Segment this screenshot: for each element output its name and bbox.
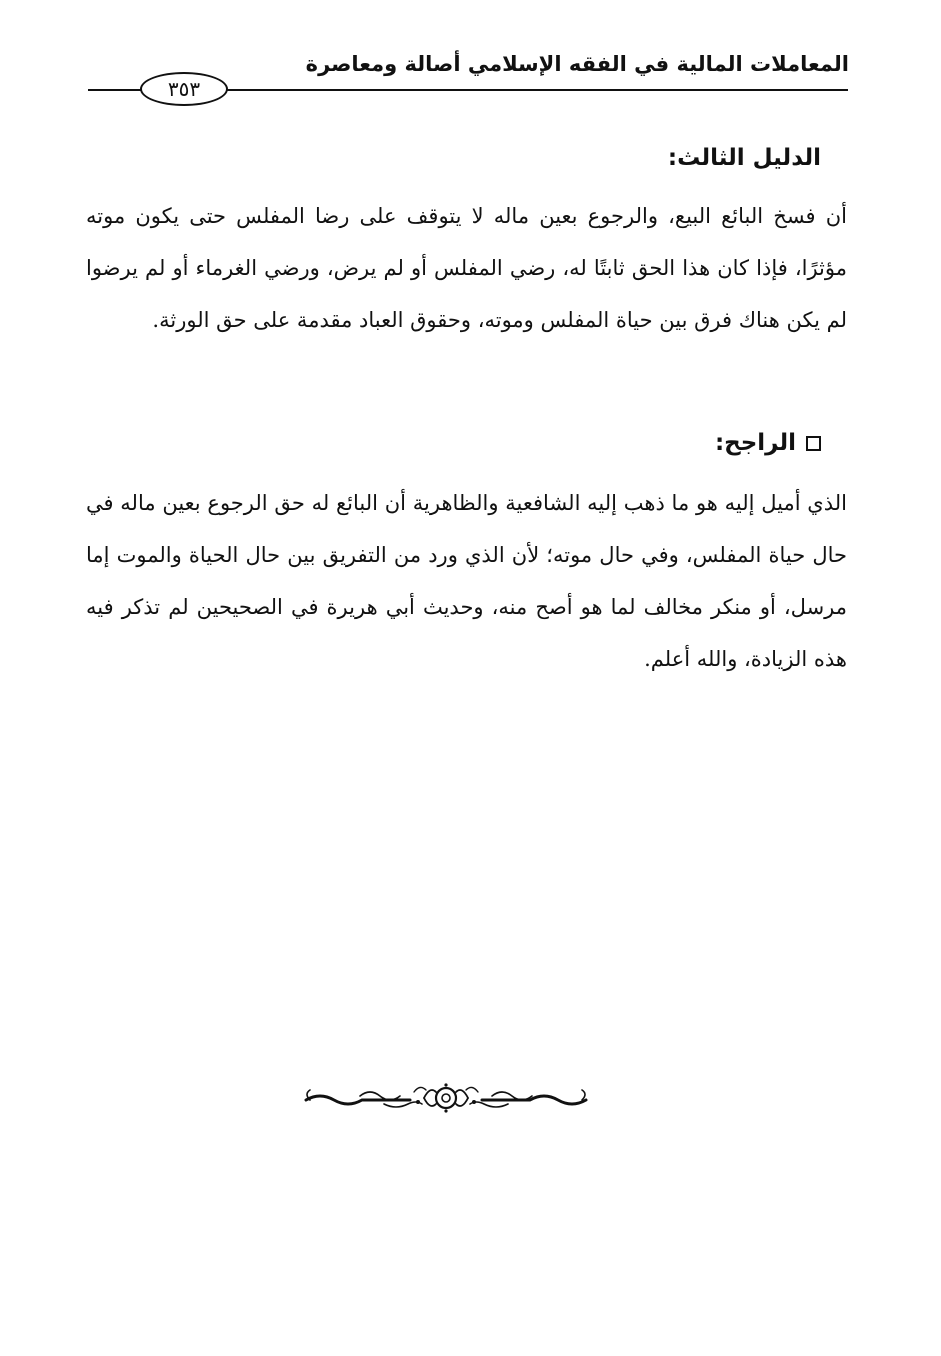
paragraph-third-evidence: أن فسخ البائع البيع، والرجوع بعين ماله لا يتوقف على رضا المفلس حتى يكون موته مؤثرًا، فإذا كان هذا الحق ثابتًا له، رضي المفلس أو لم يرض، ورضي الغرماء أو لم يرضوا لم يكن هناك فرق بين حياة المفلس وموته، وحقوق العباد مقدمة على حق الورثة. <box>86 204 847 332</box>
checkbox-icon <box>806 436 821 451</box>
running-title: المعاملات المالية في الفقه الإسلامي أصالة ومعاصرة <box>305 52 849 76</box>
section-heading-third-evidence: الدليل الثالث: <box>667 145 821 171</box>
ornament-divider-icon <box>300 1080 592 1116</box>
section-heading-preferred <box>715 428 821 458</box>
paragraph-preferred: الذي أميل إليه هو ما ذهب إليه الشافعية والظاهرية أن البائع له حق الرجوع بعين ماله في حال حياة المفلس، وفي حال موته؛ لأن الذي ورد من التفريق بين حال الحياة والموت إما مرسل، أو منكر مخالف لما هو أصح منه، وحديث أبي هريرة في الصحيحين لم تذكر فيه هذه الزيادة، والله أعلم. <box>86 491 847 671</box>
page-number: ٣٥٣ <box>140 72 228 106</box>
section-heading-preferred-label: الراجح: <box>714 430 796 456</box>
